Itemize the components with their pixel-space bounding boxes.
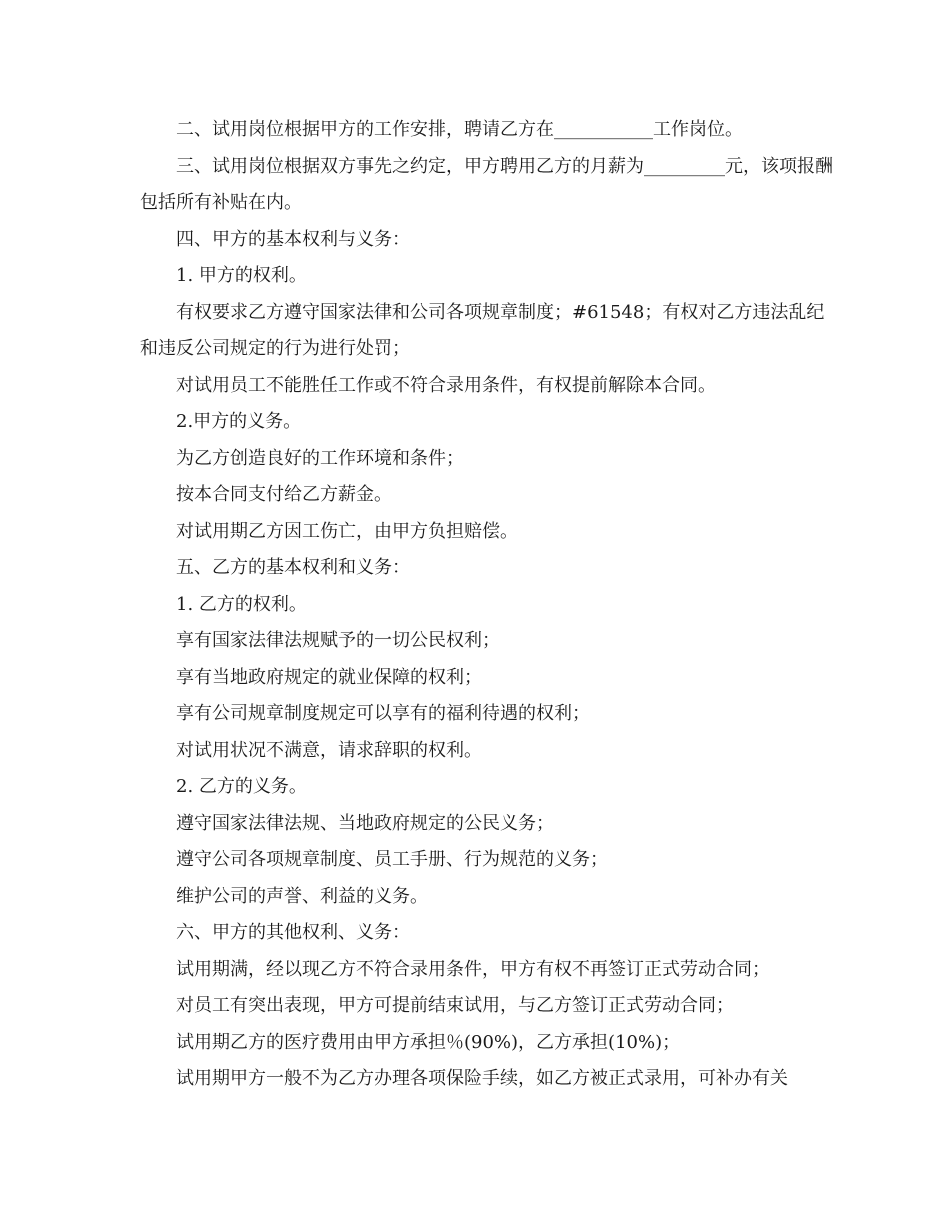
heading-clause-4: 四、甲方的基本权利与义务： <box>176 228 410 250</box>
paragraph-party-a-obligation-2: 按本合同支付给乙方薪金。 <box>176 484 392 505</box>
document-body <box>140 112 840 1098</box>
subheading-party-a-obligations: 2.甲方的义务。 <box>176 411 302 432</box>
paragraph-clause-6-item-2: 对员工有突出表现，甲方可提前结束试用，与乙方签订正式劳动合同； <box>176 995 734 1016</box>
paragraph-clause-3: 三、试用岗位根据双方事先之约定，甲方聘用乙方的月薪为_________元，该项报酬包括所有补贴在内。 <box>140 155 833 213</box>
subheading-party-b-obligations: 2. 乙方的义务。 <box>176 776 307 797</box>
paragraph-party-b-right-1: 享有国家法律法规赋予的一切公民权利； <box>176 630 500 651</box>
paragraph-clause-2: 二、试用岗位根据甲方的工作安排，聘请乙方在___________工作岗位。 <box>176 119 743 140</box>
paragraph-clause-6-item-1: 试用期满，经以现乙方不符合录用条件，甲方有权不再签订正式劳动合同； <box>176 958 770 980</box>
paragraph-party-a-obligation-1: 为乙方创造良好的工作环境和条件； <box>176 447 464 469</box>
paragraph-party-b-right-4: 对试用状况不满意，请求辞职的权利。 <box>176 739 482 761</box>
paragraph-party-b-right-2: 享有当地政府规定的就业保障的权利； <box>176 666 482 688</box>
paragraph-party-a-obligation-3: 对试用期乙方因工伤亡，由甲方负担赔偿。 <box>176 520 518 542</box>
subheading-party-b-rights: 1. 乙方的权利。 <box>176 593 307 615</box>
subheading-party-a-rights: 1. 甲方的权利。 <box>176 265 307 286</box>
paragraph-party-b-obligation-1: 遵守国家法律法规、当地政府规定的公民义务； <box>176 812 554 834</box>
paragraph-party-b-obligation-2: 遵守公司各项规章制度、员工手册、行为规范的义务； <box>176 849 608 870</box>
heading-clause-6: 六、甲方的其他权利、义务： <box>176 922 410 943</box>
paragraph-party-b-right-3: 享有公司规章制度规定可以享有的福利待遇的权利； <box>176 703 590 724</box>
paragraph-clause-6-item-3: 试用期乙方的医疗费用由甲方承担％(90%)，乙方承担(10%)； <box>176 1031 681 1053</box>
paragraph-party-a-right-1: 有权要求乙方遵守国家法律和公司各项规章制度；#61548；有权对乙方违法乱纪和违反公司规定的行为进行处罚； <box>140 301 825 359</box>
paragraph-clause-6-item-4: 试用期甲方一般不为乙方办理各项保险手续，如乙方被正式录用，可补办有关 <box>176 1068 788 1089</box>
paragraph-party-a-right-2: 对试用员工不能胜任工作或不符合录用条件，有权提前解除本合同。 <box>176 374 716 396</box>
paragraph-party-b-obligation-3: 维护公司的声誉、利益的义务。 <box>176 885 428 907</box>
heading-clause-5: 五、乙方的基本权利和义务： <box>176 557 410 578</box>
